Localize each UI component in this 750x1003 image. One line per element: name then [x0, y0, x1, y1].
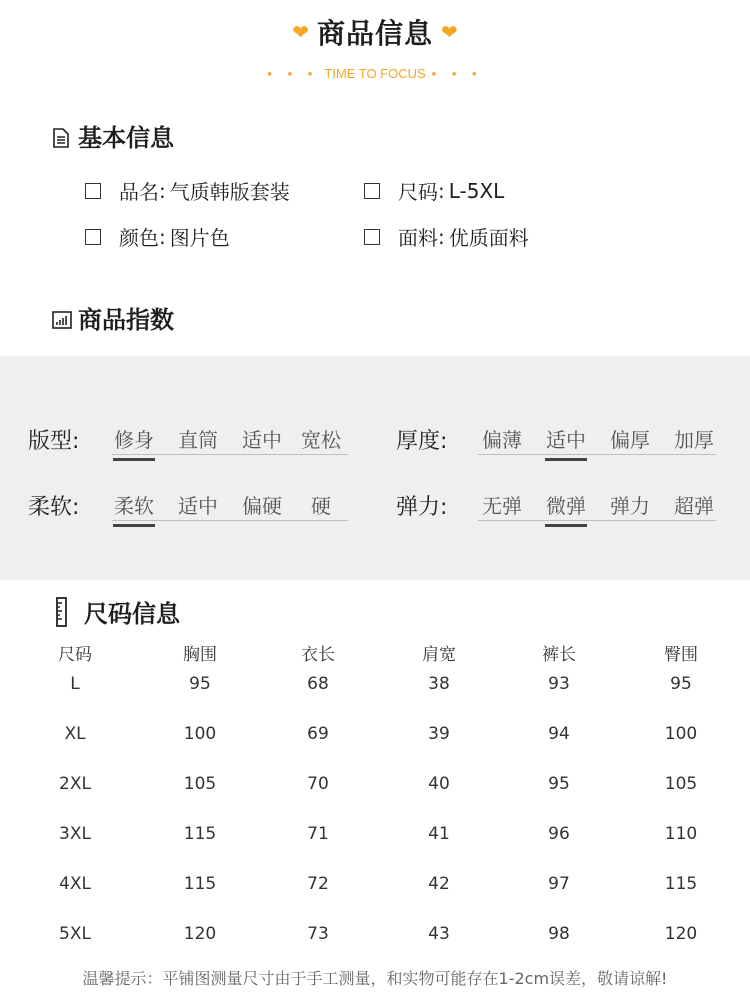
table-cell: 120 — [183, 924, 217, 944]
table-cell: 96 — [548, 824, 570, 844]
table-cell: 43 — [428, 924, 450, 944]
index-option: 直筒 — [178, 428, 218, 452]
index-option: 硬 — [311, 494, 331, 518]
index-option: 加厚 — [674, 428, 714, 452]
info-sep: : — [438, 224, 445, 249]
table-cell: 98 — [548, 924, 570, 944]
index-option: 适中 — [242, 428, 282, 452]
checkbox-icon — [85, 229, 101, 245]
size-table — [0, 640, 750, 974]
table-cell: 95 — [670, 674, 692, 694]
index-option: 适中 — [534, 424, 598, 453]
index-option: 超弹 — [674, 494, 714, 518]
table-cell: 3XL — [59, 824, 91, 844]
index-option: 弹力 — [610, 494, 650, 518]
size-info-title: 尺码信息 — [84, 600, 180, 628]
table-cell: 110 — [664, 824, 698, 844]
size-info-heading — [56, 594, 180, 629]
table-cell: 115 — [664, 874, 698, 894]
info-value: L-5XL — [448, 178, 505, 203]
table-row — [0, 724, 750, 774]
info-label: 尺码 — [398, 180, 438, 204]
checkbox-icon — [364, 183, 380, 199]
index-option: 宽松 — [301, 428, 341, 452]
index-title: 商品指数 — [78, 306, 174, 334]
table-cell: 72 — [307, 874, 329, 894]
table-cell: 105 — [664, 774, 698, 794]
index-option: 偏厚 — [610, 428, 650, 452]
table-row — [0, 874, 750, 924]
ruler-icon — [56, 597, 70, 627]
info-label: 面料 — [398, 226, 438, 250]
table-cell: 95 — [189, 674, 211, 694]
index-label-thickness: 厚度: — [396, 429, 448, 454]
table-cell: 2XL — [59, 774, 91, 794]
table-cell: 93 — [548, 674, 570, 694]
index-options-fit — [102, 424, 348, 453]
info-item-size — [364, 176, 504, 205]
table-header-cell: 胸围 — [183, 645, 217, 665]
table-header-row — [0, 640, 750, 674]
table-cell: 40 — [428, 774, 450, 794]
table-row — [0, 824, 750, 874]
table-cell: 41 — [428, 824, 450, 844]
info-value: 气质韩版套装 — [169, 180, 290, 204]
table-cell: 39 — [428, 724, 450, 744]
heart-icon: ❤ — [292, 20, 309, 44]
info-sep: : — [159, 224, 166, 249]
table-cell: 95 — [548, 774, 570, 794]
index-line — [112, 520, 348, 521]
table-header-cell: 臀围 — [664, 645, 698, 665]
size-note: 温馨提示：平铺图测量尺寸由于手工测量，和实物可能存在1-2cm误差，敬请谅解! — [82, 969, 668, 988]
table-cell: 42 — [428, 874, 450, 894]
document-icon — [52, 126, 70, 146]
table-cell: 5XL — [59, 924, 91, 944]
index-options-thickness — [470, 424, 726, 453]
table-row — [0, 774, 750, 824]
checkbox-icon — [85, 183, 101, 199]
index-label-fit: 版型: — [28, 429, 80, 454]
table-cell: 100 — [664, 724, 698, 744]
checkbox-icon — [364, 229, 380, 245]
info-sep: : — [159, 178, 166, 203]
index-option: 修身 — [102, 424, 166, 453]
index-options-elasticity — [470, 490, 726, 519]
info-sep: : — [438, 178, 445, 203]
table-cell: 115 — [183, 824, 217, 844]
page-subtitle — [0, 66, 750, 81]
index-heading — [52, 300, 174, 335]
table-cell: 38 — [428, 674, 450, 694]
info-label: 品名 — [119, 180, 159, 204]
subtitle-text: TIME TO FOCUS — [324, 66, 426, 81]
index-option: 柔软 — [102, 490, 166, 519]
table-header-cell: 裤长 — [542, 645, 576, 665]
table-cell: 71 — [307, 824, 329, 844]
page-header — [0, 12, 750, 52]
table-header-cell: 肩宽 — [422, 645, 456, 665]
table-cell: 115 — [183, 874, 217, 894]
table-row — [0, 674, 750, 724]
table-header-cell: 衣长 — [301, 645, 335, 665]
dots-right: • • • — [431, 66, 483, 81]
info-value: 优质面料 — [448, 226, 529, 250]
info-item-color — [85, 222, 230, 251]
bar-chart-icon — [52, 308, 70, 328]
index-option: 偏硬 — [242, 494, 282, 518]
table-cell: 69 — [307, 724, 329, 744]
table-cell: 73 — [307, 924, 329, 944]
index-label-softness: 柔软: — [28, 495, 80, 520]
table-body — [0, 674, 750, 974]
table-cell: 97 — [548, 874, 570, 894]
page-title: 商品信息 — [316, 17, 433, 50]
basic-info-title: 基本信息 — [78, 124, 174, 152]
table-cell: 68 — [307, 674, 329, 694]
index-option: 无弹 — [482, 494, 522, 518]
info-item-name — [85, 176, 290, 205]
dots-left: • • • — [267, 66, 319, 81]
index-line — [478, 520, 716, 521]
table-header-cell: 尺码 — [58, 645, 92, 665]
index-option: 微弹 — [534, 490, 598, 519]
heart-icon: ❤ — [441, 20, 458, 44]
info-label: 颜色 — [119, 226, 159, 250]
table-cell: 4XL — [59, 874, 91, 894]
table-cell: 100 — [183, 724, 217, 744]
index-option: 偏薄 — [482, 428, 522, 452]
table-cell: L — [70, 674, 80, 694]
basic-info-heading — [52, 118, 174, 153]
index-line — [112, 454, 348, 455]
info-item-fabric — [364, 222, 529, 251]
index-panel — [0, 356, 750, 580]
index-label-elasticity: 弹力: — [396, 495, 448, 520]
index-options-softness — [102, 490, 348, 519]
table-cell: 120 — [664, 924, 698, 944]
table-cell: 70 — [307, 774, 329, 794]
index-option: 适中 — [178, 494, 218, 518]
index-line — [478, 454, 716, 455]
table-cell: XL — [64, 724, 86, 744]
table-cell: 94 — [548, 724, 570, 744]
table-cell: 105 — [183, 774, 217, 794]
info-value: 图片色 — [169, 226, 230, 250]
